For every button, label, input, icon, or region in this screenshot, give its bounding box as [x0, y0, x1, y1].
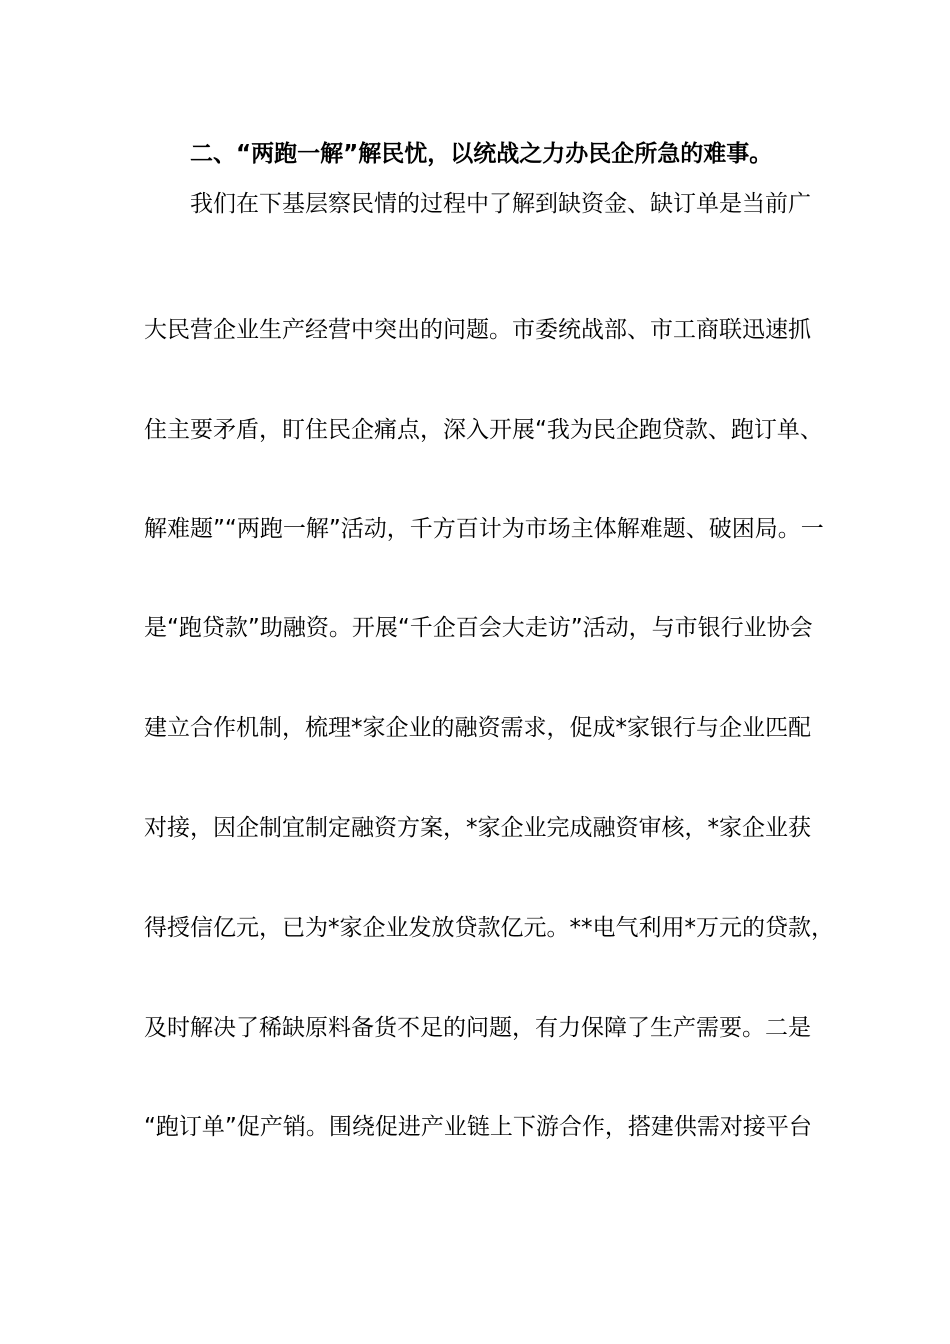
paragraph-line: 得授信亿元，已为*家企业发放贷款亿元。**电气利用*万元的贷款，: [144, 915, 834, 941]
paragraph-line: 住主要矛盾，盯住民企痛点，深入开展“我为民企跑贷款、跑订单、: [144, 417, 823, 443]
paragraph-line: “跑订单”促产销。围绕促进产业链上下游合作，搭建供需对接平台: [144, 1114, 812, 1140]
section-heading: 二、“两跑一解”解民忧，以统战之力办民企所急的难事。: [190, 141, 773, 167]
paragraph-line: 及时解决了稀缺原料备货不足的问题，有力保障了生产需要。二是: [144, 1015, 811, 1041]
paragraph-line: 对接，因企制宜制定融资方案，*家企业完成融资审核，*家企业获: [144, 815, 811, 841]
paragraph-line: 建立合作机制，梳理*家企业的融资需求，促成*家银行与企业匹配: [144, 715, 811, 741]
paragraph-line: 解难题”“两跑一解”活动，千方百计为市场主体解难题、破困局。一: [144, 516, 824, 542]
paragraph-line: 我们在下基层察民情的过程中了解到缺资金、缺订单是当前广: [190, 191, 811, 217]
paragraph-line: 是“跑贷款”助融资。开展“千企百会大走访”活动，与市银行业协会: [144, 615, 813, 641]
paragraph-line: 大民营企业生产经营中突出的问题。市委统战部、市工商联迅速抓: [144, 317, 811, 343]
